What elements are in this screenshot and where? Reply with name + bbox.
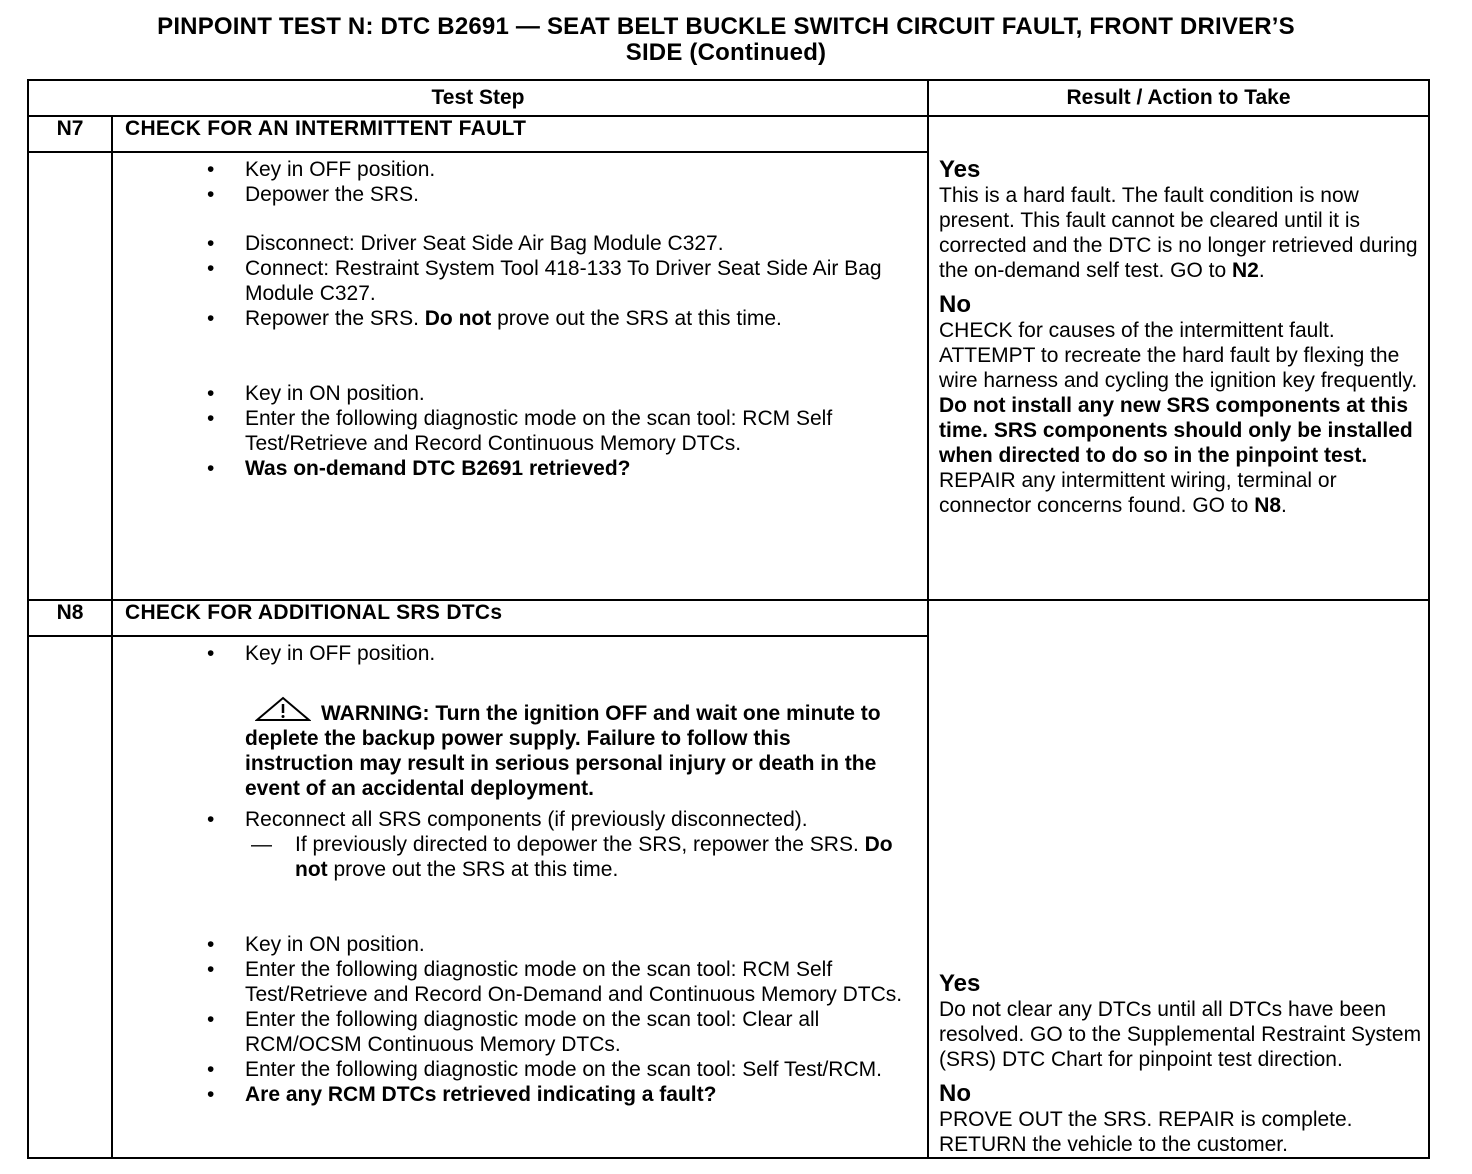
list-item: • Are any RCM DTCs retrieved indicating a fault? [113,1082,927,1107]
no-text-n8: PROVE OUT the SRS. REPAIR is complete. RETURN the vehicle to the customer. [939,1108,1353,1156]
list-item: • Enter the following diagnostic mode on the scan tool: RCM Self Test/Retrieve and Record On-Demand and Continuous Memory DTCs. [113,957,927,1007]
list-item: • Was on-demand DTC B2691 retrieved? [113,456,927,481]
warning-block: WARNING: Turn the ignition OFF and wait one minute to deplete the backup power supply. Failure to follow this instruction may result in serious personal injury or death in the event of an accidental deployment. [113,696,927,801]
step-title-n7: CHECK FOR AN INTERMITTENT FAULT [112,116,928,152]
title-line-2: SIDE (Continued) [625,39,827,66]
title-line-1: PINPOINT TEST N: DTC B2691 — SEAT BELT BUCKLE SWITCH CIRCUIT FAULT, FRONT DRIVER’S [157,13,1295,40]
list-item: • Key in OFF position. [113,157,927,182]
yes-label-n8: Yes [939,970,981,997]
step-list-n7 [113,157,927,481]
warning-triangle-icon [255,696,311,722]
step-body-n8 [112,636,928,1158]
no-label-n7: No [939,291,971,318]
result-header: Result / Action to Take [928,80,1429,116]
list-item: • Enter the following diagnostic mode on the scan tool: Self Test/RCM. [113,1057,927,1082]
result-n7 [928,116,1429,600]
list-item: • Depower the SRS. [113,182,927,207]
list-subitem: — If previously directed to depower the SRS, repower the SRS. Do not prove out the SRS at this time. [113,832,927,882]
step-list-n8 [113,641,927,666]
no-label-n8: No [939,1080,971,1107]
step-body-n7 [112,152,928,600]
page-title [0,14,1472,66]
list-item: • Repower the SRS. Do not prove out the SRS at this time. [113,306,927,331]
no-text-n7: CHECK for causes of the intermittent fault. ATTEMPT to recreate the hard fault by flexing the wire harness and cycling the ignition key frequently. Do not install any new SRS components at this time. SRS components should only be installed when directed to do so in the pinpoint test. REPAIR any intermittent wiring, terminal or connector concerns found. GO to N8. [939,319,1418,517]
yes-text-n8: Do not clear any DTCs until all DTCs have been resolved. GO to the Supplemental Restraint System (SRS) DTC Chart for pinpoint test direction. [939,998,1422,1071]
list-item: • Key in ON position. [113,932,927,957]
pinpoint-test-table [27,79,1430,1159]
test-step-header: Test Step [28,80,928,116]
list-item: • Key in OFF position. [113,641,927,666]
step-n7-title-row [28,116,1429,152]
yes-label-n7: Yes [939,156,981,183]
list-item: • Connect: Restraint System Tool 418-133 To Driver Seat Side Air Bag Module C327. [113,256,927,306]
list-item: • Disconnect: Driver Seat Side Air Bag Module C327. [113,231,927,256]
list-item: • Enter the following diagnostic mode on the scan tool: Clear all RCM/OCSM Continuous Memory DTCs. [113,1007,927,1057]
result-n8 [928,600,1429,1158]
step-id-n8: N8 [28,600,112,636]
yes-text-n7: This is a hard fault. The fault condition is now present. This fault cannot be cleared until it is corrected and the DTC is no longer retrieved during the on-demand self test. GO to N2. [939,184,1418,282]
step-id-n7: N7 [28,116,112,152]
list-item: • Reconnect all SRS components (if previously disconnected). [113,807,927,832]
step-title-n8: CHECK FOR ADDITIONAL SRS DTCs [112,600,928,636]
step-n8-title-row [28,600,1429,636]
list-item: • Key in ON position. [113,381,927,406]
header-row [28,80,1429,116]
list-item: • Enter the following diagnostic mode on the scan tool: RCM Self Test/Retrieve and Record Continuous Memory DTCs. [113,406,927,456]
